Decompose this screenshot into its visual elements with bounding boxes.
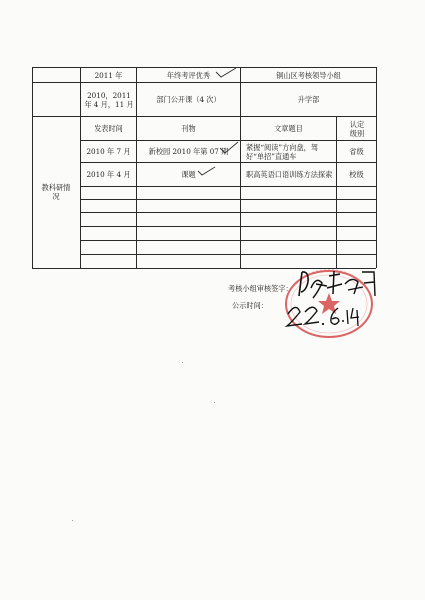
award-year: 2011 年 [94,70,123,80]
research-time: 2010 年 7 月 [86,147,131,156]
scan-speck [214,402,215,403]
table-line [80,254,376,255]
scan-speck [72,520,73,521]
scan-speck [182,362,183,363]
award-item: 年终考评优秀 [166,70,211,80]
research-journal: 新校园 2010 年第 07 期 [148,147,229,156]
research-section-label: 教科研情况 [41,183,71,201]
handwritten-date [284,300,366,334]
check-mark-icon [196,164,218,178]
lesson-time: 2010，2011 年 4 月，11 月 [84,90,134,109]
table-line [376,67,377,268]
award-organization: 铜山区考核领导小组 [276,70,341,80]
research-level: 省级 [349,147,364,156]
header-journal: 刊物 [181,124,196,133]
check-mark-icon [218,140,240,156]
header-publish-time: 发表时间 [94,124,123,133]
review-signature-label: 考核小组审核签字： [228,283,293,293]
lesson-organization: 升学部 [297,95,320,104]
table-line [80,186,376,187]
check-mark-icon [214,66,238,80]
table-line [336,116,337,268]
research-level: 校级 [349,170,364,179]
lesson-item: 部门公开课（4 次） [156,95,221,104]
research-title: 职高英语口语训练方法探索 [246,170,333,179]
table-line [80,226,376,227]
header-article-title: 文章题目 [274,124,303,133]
publish-time-label: 公示时间： [232,300,268,310]
table-line [80,199,376,200]
table-line [80,240,376,241]
research-title: 紧握“阅读”方向盘，驾好“单招”直通车 [246,142,319,161]
header-level: 认定级别 [349,119,365,138]
table-line [80,212,376,213]
research-journal: 课题 [181,170,196,179]
table-line [32,67,33,268]
research-time: 2010 年 4 月 [86,170,131,179]
